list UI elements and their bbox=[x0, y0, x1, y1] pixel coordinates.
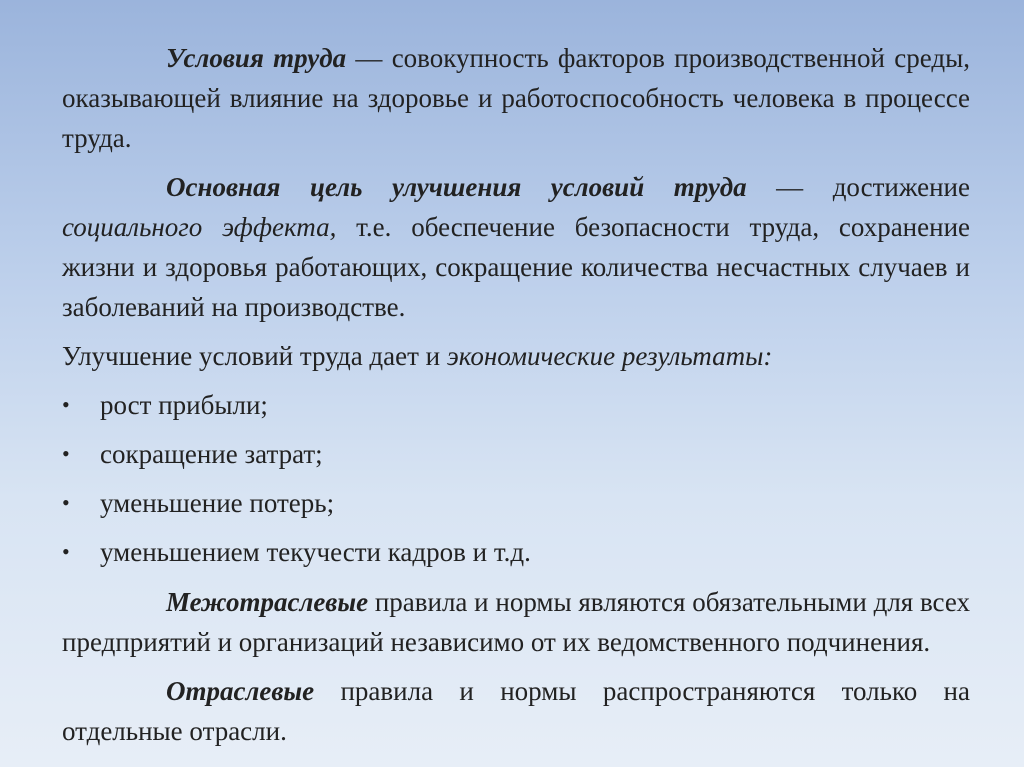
social-effect-text: социального эффекта, bbox=[62, 212, 337, 242]
economic-results-list bbox=[62, 385, 970, 572]
bullet-icon: • bbox=[62, 490, 70, 515]
list-item bbox=[62, 385, 970, 425]
list-item bbox=[62, 532, 970, 572]
economic-results-italic: экономические результаты: bbox=[446, 341, 773, 371]
list-item-text: уменьшением текучести кадров и т.д. bbox=[100, 537, 531, 567]
paragraph-intersectoral bbox=[62, 582, 970, 662]
term-intersectoral: Межотраслевые bbox=[166, 587, 369, 617]
paragraph-economic-results bbox=[62, 336, 970, 376]
paragraph-sectoral bbox=[62, 671, 970, 751]
list-item bbox=[62, 434, 970, 474]
list-item-text: уменьшение потерь; bbox=[100, 488, 335, 518]
term-working-conditions: Условия труда bbox=[166, 43, 347, 73]
main-goal-description: т.е. обеспечение безопасности труда, сохранение жизни и здоровья работающих, сокращение количества несчастных случаев и заболеваний на производстве. bbox=[62, 212, 971, 322]
main-goal-dash: — достижение bbox=[746, 172, 970, 202]
term-sectoral: Отраслевые bbox=[166, 676, 315, 706]
bullet-icon: • bbox=[62, 441, 70, 466]
list-item-text: рост прибыли; bbox=[100, 390, 268, 420]
list-item-text: сокращение затрат; bbox=[100, 439, 323, 469]
intersectoral-description: правила и нормы являются обязательными для всех предприятий и организаций независимо от их ведомственного подчинения. bbox=[62, 587, 970, 657]
sectoral-description: правила и нормы распространяются только на отдельные отрасли. bbox=[62, 676, 970, 746]
paragraph-working-conditions bbox=[62, 38, 970, 158]
bullet-icon: • bbox=[62, 392, 70, 417]
definition-working-conditions: — совокупность факторов производственной среды, оказывающей влияние на здоровье и работоспособность человека в процессе труда. bbox=[62, 43, 970, 153]
list-item bbox=[62, 483, 970, 523]
bullet-icon: • bbox=[62, 539, 70, 564]
economic-results-intro: Улучшение условий труда дает и bbox=[62, 341, 447, 371]
term-main-goal: Основная цель улучшения условий труда bbox=[166, 172, 747, 202]
paragraph-main-goal bbox=[62, 167, 970, 327]
